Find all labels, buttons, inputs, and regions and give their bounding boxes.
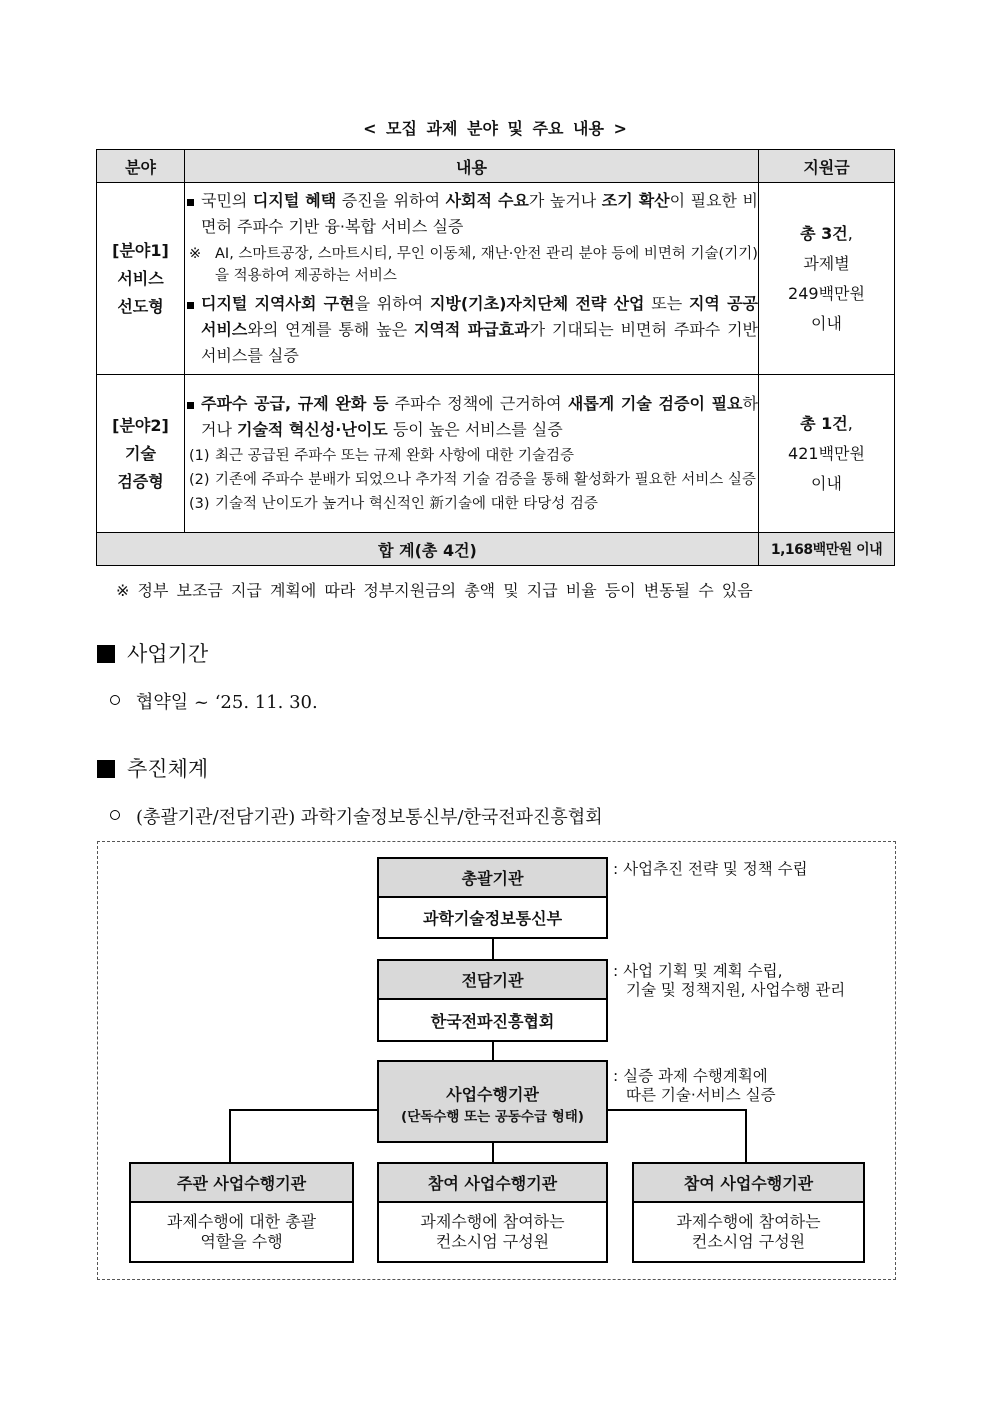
category-label: 서비스 (117, 268, 164, 288)
org-box-executor (377, 1060, 608, 1143)
funding-unit: 과제별 (803, 253, 850, 273)
category-label: [분야1] (112, 240, 169, 260)
item-number: (1) (189, 447, 210, 464)
org-box-body: 과제수행에 참여하는 컨소시엄 구성원 (676, 1212, 821, 1251)
org-box-body: 한국전파진흥협회 (430, 1011, 555, 1031)
total-label: 합 계(총 4건) (97, 533, 759, 566)
numbered-item (185, 445, 758, 467)
connector-line (492, 1141, 494, 1162)
org-box-head: 참여 사업수행기관 (379, 1164, 606, 1203)
bullet-text: 디지털 지역사회 구현을 위하여 지방(기초)자치단체 전략 산업 또는 지역 공공서비스와의 연계를 통해 높은 지역적 파급효과가 기대되는 비면허 주파수 기반 서비스를 실증 (201, 294, 759, 365)
org-box-participant-executor (377, 1162, 608, 1263)
bullet-item (185, 291, 758, 369)
item-text: 기술적 난이도가 높거나 혁신적인 新기술에 대한 타당성 검증 (215, 495, 598, 512)
org-box-head: 참여 사업수행기관 (634, 1164, 863, 1203)
executor-title: 사업수행기관 (446, 1085, 539, 1104)
numbered-item (185, 493, 758, 515)
header-content: 내용 (185, 150, 759, 183)
funding-amount: 421백만원 (788, 443, 865, 463)
footnote: ※ 정부 보조금 지급 계획에 따라 정부지원금의 총액 및 지급 비율 등이 변동될 수 있음 (116, 581, 753, 600)
table-row-field2 (97, 375, 895, 533)
section-heading-period (97, 638, 208, 668)
bullet-item (185, 391, 758, 443)
category-label: 기술 (125, 443, 156, 463)
connector-line (492, 1040, 494, 1062)
square-bullet-icon (187, 402, 194, 409)
category-field1 (97, 183, 185, 375)
total-amount: 1,168백만원 이내 (759, 533, 895, 566)
period-item (110, 688, 318, 714)
note-item (185, 243, 758, 287)
connector-line (229, 1109, 380, 1111)
category-label: 검증형 (117, 471, 164, 491)
section-title: 사업기간 (127, 642, 209, 666)
org-box-participant-executor (632, 1162, 865, 1263)
section-heading-structure (97, 753, 208, 783)
org-box-head: 주관 사업수행기관 (131, 1164, 352, 1203)
header-field: 분야 (97, 150, 185, 183)
numbered-item (185, 469, 758, 491)
org-box-body: 과제수행에 대한 총괄 역할을 수행 (166, 1212, 317, 1251)
content-field1 (185, 183, 759, 375)
funding-limit: 이내 (811, 473, 842, 493)
item-number: (2) (189, 471, 210, 488)
square-bullet-icon (187, 199, 194, 206)
circle-bullet-icon (110, 695, 120, 705)
org-box-body: 과학기술정보통신부 (422, 909, 563, 928)
funding-count: 총 3건, (800, 223, 853, 243)
note-mark: ※ (189, 246, 202, 262)
black-square-icon (97, 645, 115, 663)
category-label: [분야2] (112, 415, 169, 435)
item-text: 기존에 주파수 분배가 되었으나 추가적 기술 검증을 통해 활성화가 필요한 서비스 실증 (215, 471, 756, 488)
bullet-text: 국민의 디지털 혜택 증진을 위하여 사회적 수요가 높거나 조기 확산이 필요한 비면허 주파수 기반 융·복합 서비스 실증 (201, 191, 759, 236)
table-header-row (97, 150, 895, 183)
item-text: 최근 공급된 주파수 또는 규제 완화 사항에 대한 기술검증 (215, 447, 575, 464)
table-caption: < 모집 과제 분야 및 주요 내용 > (363, 119, 627, 138)
org-box-head: 전담기관 (379, 961, 606, 1000)
org-box-dedicated (377, 959, 608, 1042)
section-title: 추진체계 (127, 757, 209, 781)
recruitment-table (96, 149, 895, 566)
org-desc-executor: : 실증 과제 수행계획에 따른 기술·서비스 실증 (613, 1067, 776, 1104)
executor-subtitle: (단독수행 또는 공동수급 형태) (401, 1109, 584, 1125)
period-text: 협약일 ~ ‘25. 11. 30. (136, 692, 318, 713)
category-label: 선도형 (117, 296, 164, 316)
item-number: (3) (189, 495, 210, 512)
table-row-field1 (97, 183, 895, 375)
structure-item (110, 803, 603, 829)
funding-field2 (759, 375, 895, 533)
org-chart (97, 841, 896, 1280)
connector-line (745, 1109, 747, 1162)
funding-amount: 249백만원 (788, 283, 865, 303)
funding-limit: 이내 (811, 313, 842, 333)
funding-field1 (759, 183, 895, 375)
org-box-head: 총괄기관 (379, 859, 606, 898)
header-funding: 지원금 (759, 150, 895, 183)
connector-line (605, 1109, 747, 1111)
category-field2 (97, 375, 185, 533)
square-bullet-icon (187, 302, 194, 309)
funding-count: 총 1건, (800, 413, 853, 433)
note-text: AI, 스마트공장, 스마트시티, 무인 이동체, 재난·안전 관리 분야 등에 비면허 기술(기기)을 적용하여 제공하는 서비스 (215, 246, 758, 284)
table-total-row (97, 533, 895, 566)
content-field2 (185, 375, 759, 533)
connector-line (229, 1109, 231, 1162)
structure-text: (총괄기관/전담기관) 과학기술정보통신부/한국전파진흥협회 (136, 807, 603, 828)
bullet-text: 주파수 공급, 규제 완화 등 주파수 정책에 근거하여 새롭게 기술 검증이 필요하거나 기술적 혁신성·난이도 등이 높은 서비스를 실증 (201, 393, 758, 439)
connector-line (492, 937, 494, 961)
circle-bullet-icon (110, 810, 120, 820)
org-box-general (377, 857, 608, 939)
org-box-lead-executor (129, 1162, 354, 1263)
org-box-body: 과제수행에 참여하는 컨소시엄 구성원 (420, 1212, 565, 1251)
bullet-item (185, 188, 758, 240)
org-desc-general: : 사업추진 전략 및 정책 수립 (613, 860, 808, 878)
org-desc-dedicated: : 사업 기획 및 계획 수립, 기술 및 정책지원, 사업수행 관리 (613, 962, 846, 999)
black-square-icon (97, 760, 115, 778)
